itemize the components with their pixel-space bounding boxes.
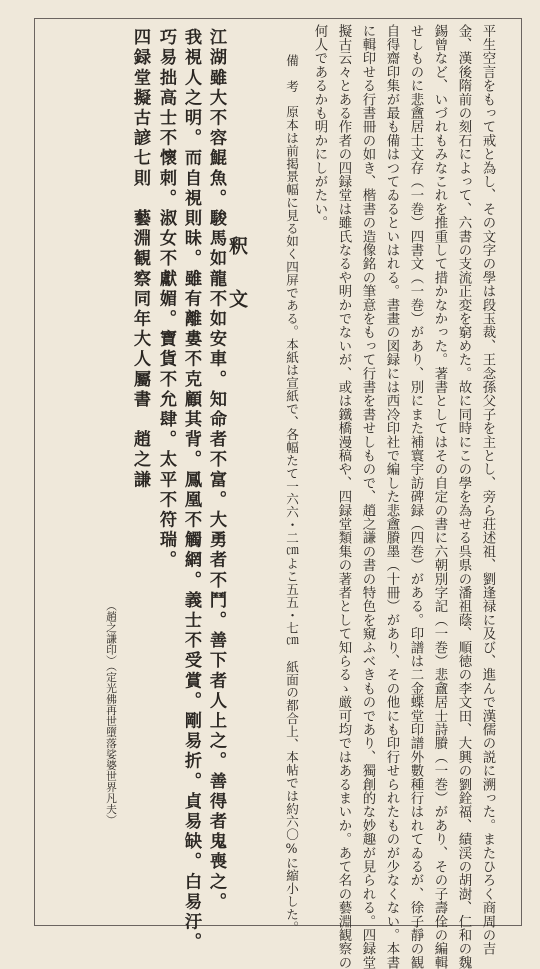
commentary-line-4: せしものに悲盦居士文存（一巻）四書文（一巻）があり、別にまた補寰宇訪碑録（四巻）がある。印譜は二金蝶堂印譜外數種行はれてゐるが、徐子靜の観 [408,24,423,969]
commentary-line-2: 金、漢後隋前の刻石によって、六書の支流正変を窮めた。故に同時にこの學を為せる呉県の潘祖蔭、順徳の李文田、大興の劉銓福、績渓の胡澍、仁和の魏 [456,24,471,969]
commentary-line-1: 平生空言をもって戒と為し、その文字の學は段玉裁、王念孫父子を主とし、旁ら荘述祖、劉逢禄に及び、進んで漢儒の説に溯った。またひろく商周の吉 [480,24,495,956]
commentary-line-3: 錫曾など、いづれもみなこれを推重して措かなかった。著書としてはその自定の書に六朝別字記（一巻）悲盦居士詩賸（一巻）があり、その子壽佺の編輯 [432,24,447,969]
seal-annotations: （趙之謙印）（定光佛再世墮落娑婆世界凡夫） [105,600,118,826]
commentary-line-7: 擬古云々とある作者の四録堂は雖氏なるや明かでないが、或は鐵橋漫稿や、四録堂類集の著者として知らるゝ厳可均ではあるまいか。あて名の藝淵観察の [336,24,351,969]
remarks-note: 備 考 原本は前掲景幅に見る如く四屏である。本紙は宣紙で、各幅たて一六六・二㎝よこ五五・七㎝ 紙面の都合上、本帖では約六〇%に縮小した。 [284,54,299,934]
section-title-shakumon: 釈文 [226,236,248,342]
commentary-line-6: に輯印せる行書冊の如き、楷書の造像銘の筆意をもって行書を書せしもので、趙之謙の書の特色を窺ふべきものであり、獨創的な妙趣が見られる。四録堂 [360,24,375,969]
transcription-line-3: 巧易拙高士不懷刺。淑女不獻媚。寶貨不允肆。太平不符瑞。 [156,28,176,571]
commentary-line-8: 何人であるかも明かにしがたい。 [312,24,327,230]
transcription-line-4: 四録堂擬古諺七則 藝淵観察同年大人屬書 趙之謙 [130,28,150,491]
transcription-line-1: 江湖雖大不容鯤魚。駿馬如龍不如安車。知命者不富。大勇者不鬥。善下者人上之。善得者鬼喪之。 [206,28,226,913]
commentary-line-5: 自得齋印集が最も備はつてゐるといはれる。書畫の図録には西冷印社で編した悲盦賸墨（十冊）があり、その他にも印行せられたものが少なくない。本書 [384,24,399,969]
transcription-line-2: 我視人之明。而自視則昧。雖有離婁不克顧其背。鳳凰不觸網。義士不受賞。剛易折。貞易缺。白易汙。 [181,28,201,953]
